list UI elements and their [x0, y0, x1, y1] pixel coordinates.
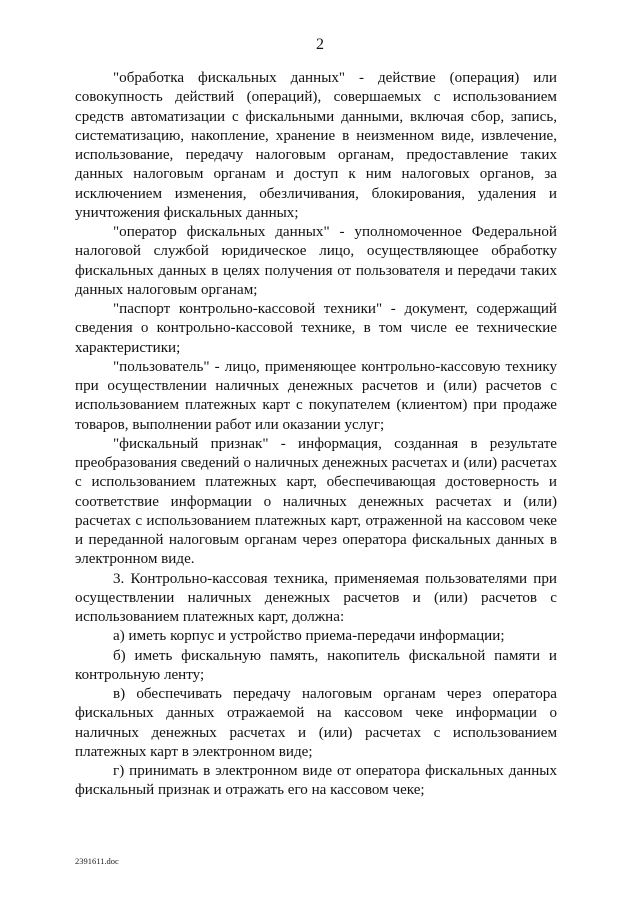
clause-3-intro: 3. Контрольно-кассовая техника, применяемая пользователями при осуществлении наличных денежных расчетов и (или) расчетов с использованием платежных карт, должна:: [75, 570, 557, 625]
clause-3-item-a: а) иметь корпус и устройство приема-передачи информации;: [113, 628, 505, 645]
document-body: [75, 69, 557, 801]
clause-3-item-v: в) обеспечивать передачу налоговым органам через оператора фискальных данных отражаемой на кассовом чеке информации о наличных денежных расчетах и (или) расчетах с использованием платежных карт в электронном виде;: [75, 686, 557, 760]
definition-cash-register-passport: "паспорт контрольно-кассовой техники" - документ, содержащий сведения о контрольно-кассовой технике, в том числе ее технические характеристики;: [75, 301, 557, 356]
footer-document-code: 2391611.doc: [75, 856, 119, 866]
page-number: 2: [316, 36, 324, 53]
clause-3-item-b: б) иметь фискальную память, накопитель фискальной памяти и контрольную ленту;: [75, 647, 557, 683]
definition-user: "пользователь" - лицо, применяющее контрольно-кассовую технику при осуществлении наличных денежных расчетов и (или) расчетов с использованием платежных карт с покупателем (клиентом) при продаже товаров, выполнении работ или оказании услуг;: [75, 358, 557, 433]
definition-fiscal-data-processing: "обработка фискальных данных" - действие (операция) или совокупность действий (операций), совершаемых с использованием средств автоматизации с фискальными данными, включая сбор, запись, систематизацию, накопление, хранение в неизменном виде, извлечение, использование, передачу налоговым органам, предоставление таких данных налоговым органам и доступ к ним налоговых органов, за исключением изменения, обезличивания, блокирования, удаления и уничтожения фискальных данных;: [75, 70, 557, 221]
definition-fiscal-data-operator: "оператор фискальных данных" - уполномоченное Федеральной налоговой службой юридическое лицо, осуществляющее обработку фискальных данных в целях получения от пользователя и передачи таких данных налоговым органам;: [75, 224, 557, 298]
definition-fiscal-sign: "фискальный признак" - информация, созданная в результате преобразования сведений о наличных денежных расчетах и (или) расчетах с использованием платежных карт, обеспечивающая достоверность и соответствие информации о наличных денежных расчетах и (или) расчетах с использованием платежных карт, отраженной на кассовом чеке и переданной налоговым органам через оператора фискальных данных в электронном виде.: [75, 435, 557, 568]
clause-3-item-g: г) принимать в электронном виде от оператора фискальных данных фискальный признак и отражать его на кассовом чеке;: [75, 763, 557, 799]
